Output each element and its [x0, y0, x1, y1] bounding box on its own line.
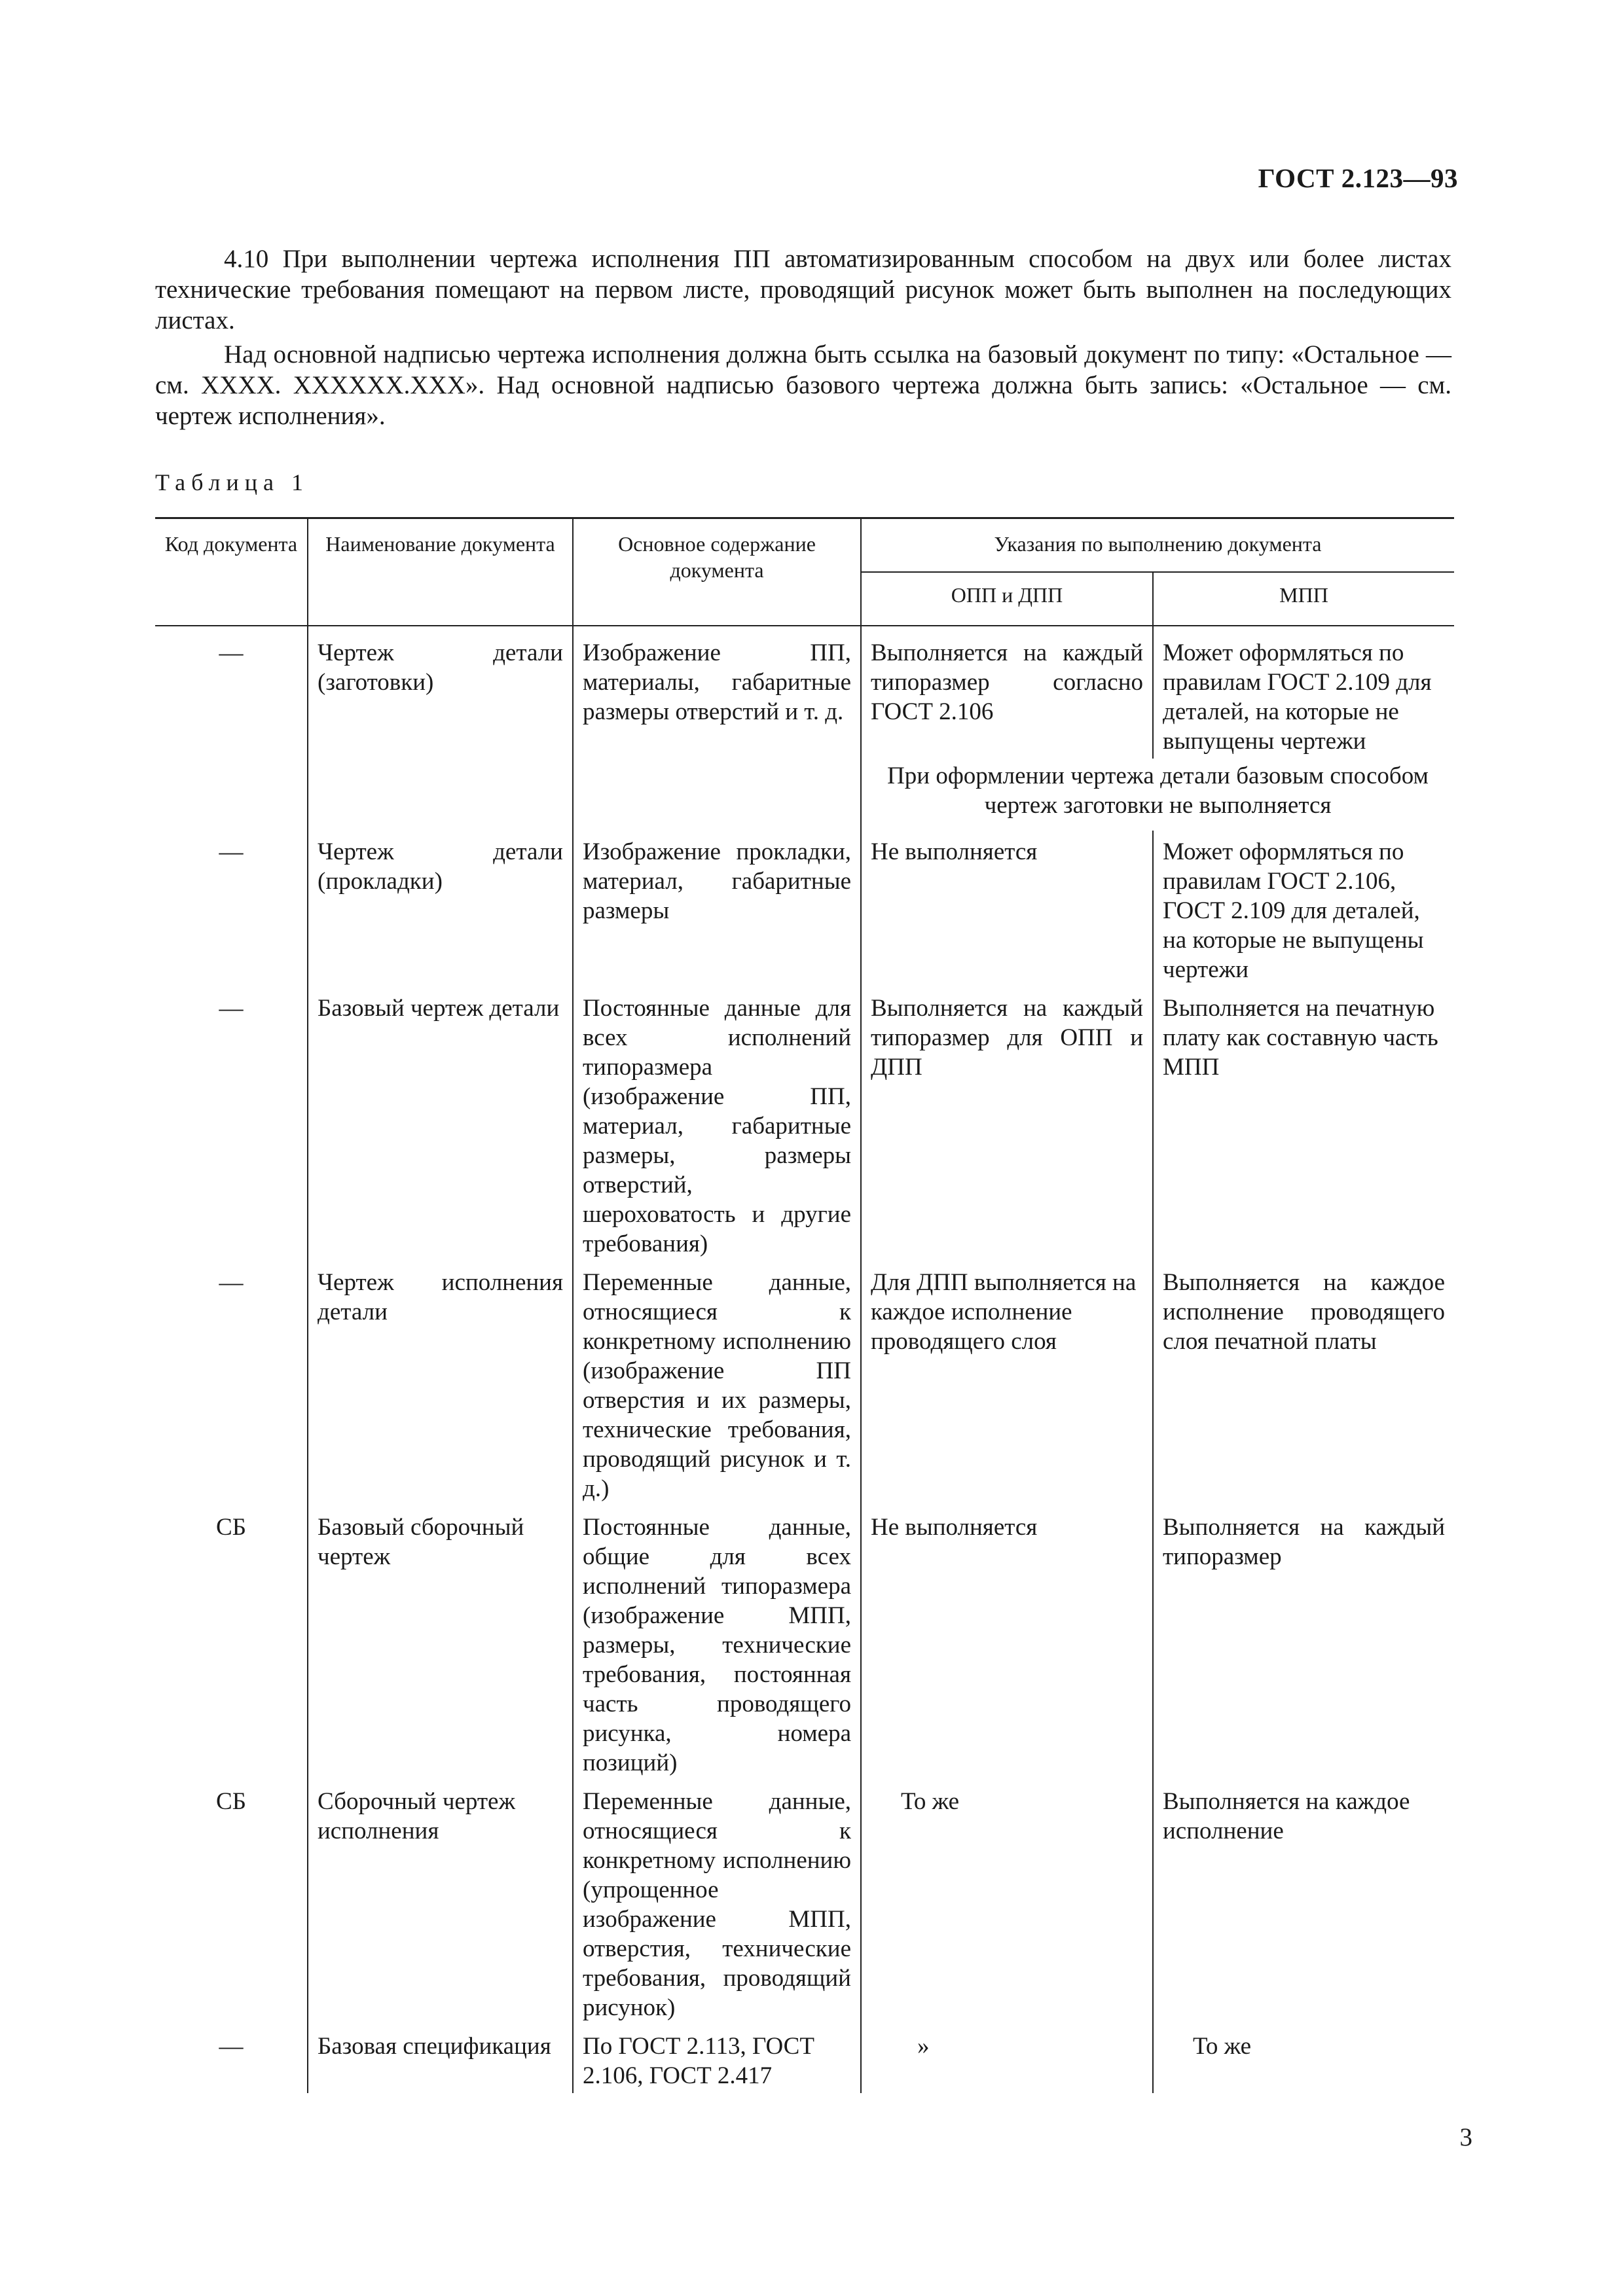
cell-name: Базовая спецификация [308, 2025, 573, 2093]
page-number: 3 [1459, 2123, 1472, 2151]
cell-opp-dpp: Не выполняется [861, 1506, 1153, 1780]
header-opp-dpp: ОПП и ДПП [861, 572, 1153, 626]
header-code: Код документа [155, 518, 308, 626]
documents-table [155, 517, 1454, 2093]
table-row [155, 1506, 1454, 1780]
cell-code: — [155, 987, 308, 1261]
table-row [155, 1261, 1454, 1506]
cell-note: При оформлении чертежа детали базовым способом чертеж заготовки не выполняется [861, 759, 1454, 831]
cell-mpp: Может оформляться по правилам ГОСТ 2.109 для деталей, на которые не выпущены чертежи [1153, 626, 1454, 759]
cell-opp-dpp: Выполняется на каждый типоразмер согласно ГОСТ 2.106 [861, 626, 1153, 759]
table-body [155, 626, 1454, 2093]
cell-code: СБ [155, 1780, 308, 2025]
cell-mpp: Выполняется на каждый типоразмер [1153, 1506, 1454, 1780]
document-id: ГОСТ 2.123—93 [1258, 163, 1458, 193]
cell-code: — [155, 831, 308, 987]
cell-name: Базовый сборочный чертеж [308, 1506, 573, 1780]
cell-content: Изображение ПП, материалы, габаритные размеры отверстий и т. д. [573, 626, 861, 831]
cell-code: — [155, 1261, 308, 1506]
header-instructions: Указания по выполнению документа [861, 518, 1454, 573]
paragraph-4-10: 4.10 При выполнении чертежа исполнения ПП автоматизированным способом на двух или более листах технические требования помещают на первом листе, проводящий рисунок может быть выполнен на последующих листах. [155, 245, 1451, 334]
cell-mpp: Выполняется на каждое исполнение [1153, 1780, 1454, 2025]
table-row [155, 987, 1454, 1261]
table-header [155, 518, 1454, 626]
table-row [155, 2025, 1454, 2093]
cell-opp-dpp: Выполняется на каждый типоразмер для ОПП и ДПП [861, 987, 1153, 1261]
cell-code: СБ [155, 1506, 308, 1780]
cell-opp-dpp: Для ДПП выполняется на каждое исполнение проводящего слоя [861, 1261, 1153, 1506]
cell-content: Переменные данные, относящиеся к конкретному исполнению (упрощенное изображение МПП, отверстия, технические требования, проводящий рисунок) [573, 1780, 861, 2025]
header-content: Основное содержание документа [573, 518, 861, 626]
cell-name: Базовый чертеж детали [308, 987, 573, 1261]
header-name: Наименование документа [308, 518, 573, 626]
table-row [155, 626, 1454, 759]
cell-opp-dpp: То же [861, 1780, 1153, 2025]
cell-content: Изображение прокладки, материал, габаритные размеры [573, 831, 861, 987]
cell-name: Чертеж детали (заготовки) [308, 626, 573, 831]
cell-mpp: Может оформляться по правилам ГОСТ 2.106, ГОСТ 2.109 для деталей, на которые не выпущены чертежи [1153, 831, 1454, 987]
table-caption: Таблица 1 [155, 469, 309, 495]
cell-opp-dpp: » [861, 2025, 1153, 2093]
cell-content: Постоянные данные для всех исполнений типоразмера (изображение ПП, материал, габаритные размеры, размеры отверстий, шероховатость и другие требования) [573, 987, 861, 1261]
cell-mpp: Выполняется на каждое исполнение проводящего слоя печатной платы [1153, 1261, 1454, 1506]
table-row [155, 1780, 1454, 2025]
cell-code: — [155, 2025, 308, 2093]
cell-name: Чертеж исполнения детали [308, 1261, 573, 1506]
header-mpp: МПП [1153, 572, 1454, 626]
table-row [155, 831, 1454, 987]
cell-mpp: Выполняется на печатную плату как составную часть МПП [1153, 987, 1454, 1261]
cell-content: Постоянные данные, общие для всех исполнений типоразмера (изображение МПП, размеры, технические требования, постоянная часть проводящего рисунка, номера позиций) [573, 1506, 861, 1780]
cell-name: Сборочный чертеж исполнения [308, 1780, 573, 2025]
cell-code: — [155, 626, 308, 831]
cell-content: По ГОСТ 2.113, ГОСТ 2.106, ГОСТ 2.417 [573, 2025, 861, 2093]
paragraph-reference-note: Над основной надписью чертежа исполнения должна быть ссылка на базовый документ по типу: «Остальное — см. ХХХХ. ХХХХХХ.ХХХ». Над основной надписью базового чертежа должна быть запись: «Остальное — см. чертеж исполнения». [155, 340, 1451, 430]
cell-name: Чертеж детали (прокладки) [308, 831, 573, 987]
cell-opp-dpp: Не выполняется [861, 831, 1153, 987]
cell-mpp: То же [1153, 2025, 1454, 2093]
cell-content: Переменные данные, относящиеся к конкретному исполнению (изображение ПП отверстия и их размеры, технические требования, проводящий рисунок и т. д.) [573, 1261, 861, 1506]
